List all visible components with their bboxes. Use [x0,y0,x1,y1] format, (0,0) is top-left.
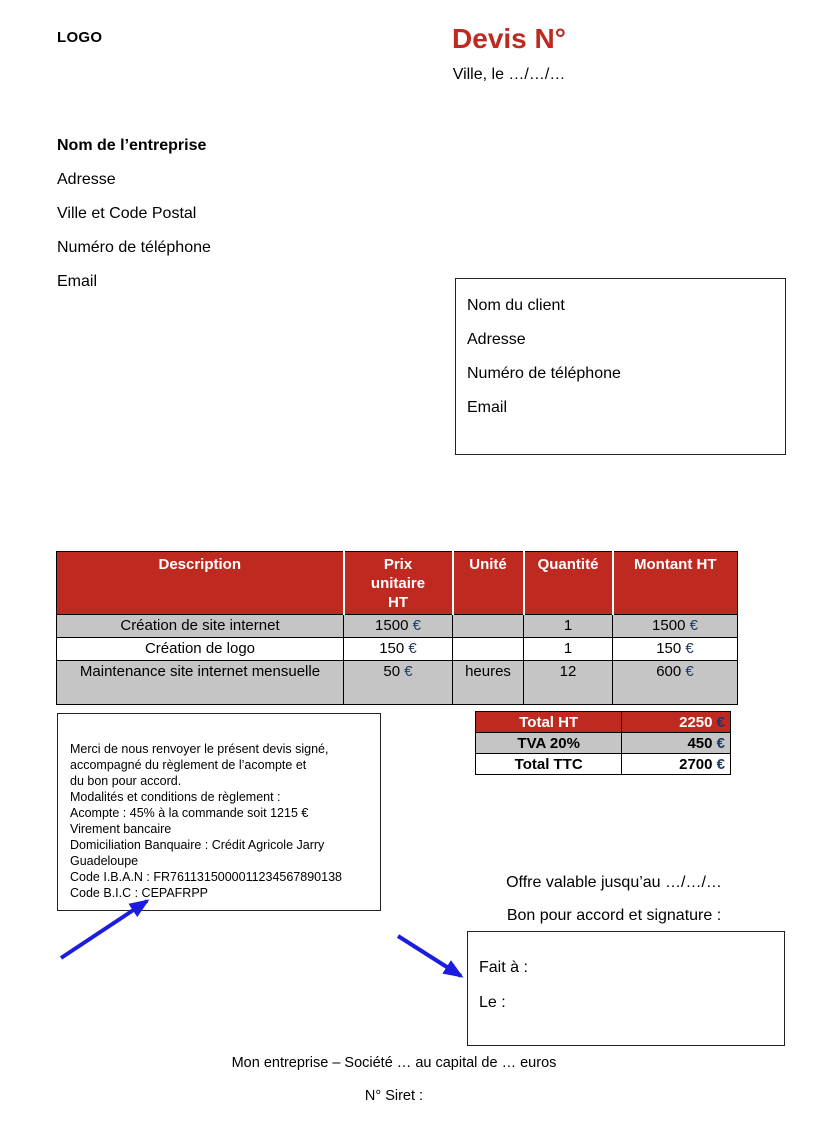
euro-sign: € [412,617,421,634]
euro-sign: € [685,663,694,680]
payment-line: accompagné du règlement de l’acompte et [70,758,307,772]
payment-line: Acompte : 45% à la commande soit 1215 € [70,806,309,820]
logo-placeholder: LOGO [57,29,103,46]
made-at-label: Fait à : [479,959,528,976]
header-quantity: Quantité [524,552,613,615]
items-table [56,551,738,705]
payment-line: Domiciliation Banquaire : Crédit Agricole Jarry [70,838,325,852]
amount-cell: 600 € [613,661,738,705]
item-row [57,615,738,638]
euro-sign: € [408,640,417,657]
unit-price-cell: 1500 € [344,615,453,638]
client-address: Adresse [467,331,526,348]
company-phone: Numéro de téléphone [57,239,211,256]
items-header-row [57,552,738,615]
description-cell: Création de site internet [57,615,344,638]
amount-cell: 150 € [613,638,738,661]
header-unit-price: Prix unitaire HT [344,552,453,615]
quantity-cell: 1 [524,638,613,661]
description-cell: Création de logo [57,638,344,661]
signature-box [467,931,785,1046]
date-label: Le : [479,994,506,1011]
unit-cell: heures [453,661,524,705]
payment-line: Virement bancaire [70,822,172,836]
title-block [339,24,679,84]
client-info-box [455,278,786,455]
signature-instruction-line: Bon pour accord et signature : [506,907,722,924]
company-city-postal: Ville et Code Postal [57,205,197,222]
client-phone: Numéro de téléphone [467,365,621,382]
euro-sign: € [716,713,725,731]
header-unit: Unité [453,552,524,615]
description-cell: Maintenance site internet mensuelle [57,661,344,705]
euro-sign: € [689,617,698,634]
tva-row [476,733,731,754]
document-title: Devis N° [452,23,566,54]
offer-validity-line: Offre valable jusqu’au …/…/… [506,874,722,891]
header-amount: Montant HT [613,552,738,615]
payment-line: Guadeloupe [70,854,139,868]
payment-line: Code I.B.A.N : FR7611315000011234567890138 [70,870,342,884]
company-info-block [57,136,211,306]
quantity-cell: 12 [524,661,613,705]
euro-sign: € [716,755,725,773]
unit-price-cell: 50 € [344,661,453,705]
payment-line: Modalités et conditions de règlement : [70,790,281,804]
unit-cell [453,615,524,638]
client-email: Email [467,399,508,416]
city-date-line: Ville, le …/…/… [452,66,566,84]
company-email: Email [57,273,98,290]
euro-sign: € [685,640,694,657]
total-ht-row [476,712,731,733]
footer-company-line: Mon entreprise – Société … au capital de … euros [231,1055,557,1071]
payment-line: Code B.I.C : CEPAFRPP [70,886,209,900]
payment-terms-box [57,713,381,911]
total-ttc-value: 2700 € [622,754,731,775]
total-ttc-label: Total TTC [476,754,622,775]
arrow-to-signature-box [398,936,461,976]
total-ht-value: 2250 € [622,712,731,733]
company-name: Nom de l’entreprise [57,137,207,154]
header-description: Description [57,552,344,615]
item-row [57,638,738,661]
unit-cell [453,638,524,661]
client-name: Nom du client [467,297,565,314]
total-ht-label: Total HT [476,712,622,733]
quantity-cell: 1 [524,615,613,638]
payment-line: Merci de nous renvoyer le présent devis signé, [70,742,329,756]
unit-price-cell: 150 € [344,638,453,661]
tva-value: 450 € [622,733,731,754]
payment-line: du bon pour accord. [70,774,182,788]
company-address: Adresse [57,171,116,188]
euro-sign: € [404,663,413,680]
total-ttc-row [476,754,731,775]
item-row [57,661,738,705]
tva-label: TVA 20% [476,733,622,754]
amount-cell: 1500 € [613,615,738,638]
euro-sign: € [716,734,725,752]
footer-siret-line: N° Siret : [364,1088,424,1104]
totals-table [475,711,731,775]
